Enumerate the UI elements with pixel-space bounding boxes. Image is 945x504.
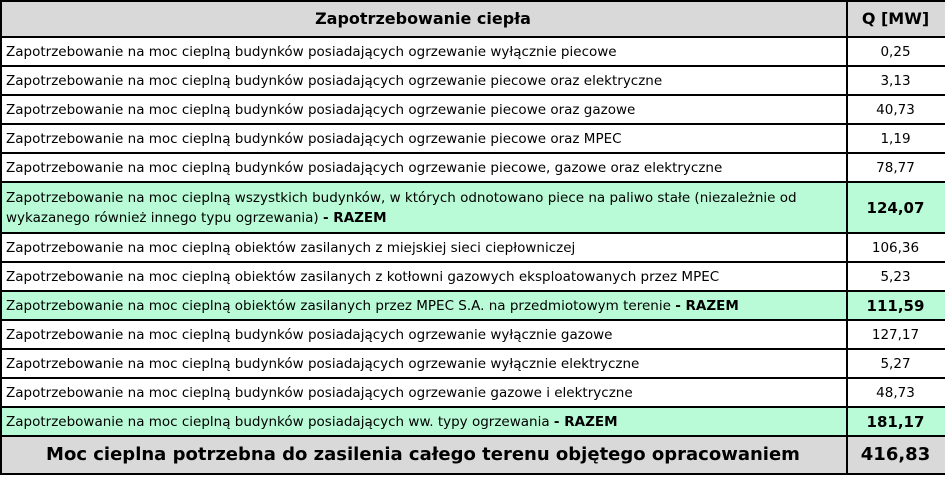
table-row — [1, 153, 945, 182]
table-row — [1, 320, 945, 349]
row-label-text: Zapotrzebowanie na moc cieplną wszystkich budynków, w których odnotowano piece na paliwo stałe (niezależnie od wykazanego również innego typu ogrzewania) — [6, 189, 797, 226]
row-label-text: Zapotrzebowanie na moc cieplną budynków posiadających ww. typy ogrzewania — [6, 413, 550, 430]
row-label: Zapotrzebowanie na moc cieplną obiektów zasilanych z miejskiej sieci ciepłowniczej — [1, 233, 847, 262]
row-value: 78,77 — [847, 153, 945, 182]
row-label: Zapotrzebowanie na moc cieplną budynków posiadających ogrzewanie piecowe, gazowe oraz elektryczne — [1, 153, 847, 182]
row-value: 1,19 — [847, 124, 945, 153]
row-label: Zapotrzebowanie na moc cieplną budynków posiadających ogrzewanie wyłącznie gazowe — [1, 320, 847, 349]
total-value: 416,83 — [847, 436, 945, 474]
subtotal-label — [1, 182, 847, 233]
row-value: 5,27 — [847, 349, 945, 378]
subtotal-row — [1, 291, 945, 320]
header-unit: Q [MW] — [847, 1, 945, 37]
subtotal-label — [1, 291, 847, 320]
row-value: 106,36 — [847, 233, 945, 262]
razem-label: - RAZEM — [323, 209, 387, 226]
table-header-row — [1, 1, 945, 37]
row-label: Zapotrzebowanie na moc cieplną budynków posiadających ogrzewanie gazowe i elektryczne — [1, 378, 847, 407]
table-row — [1, 233, 945, 262]
subtotal-row — [1, 407, 945, 436]
total-label: Moc cieplna potrzebna do zasilenia całego terenu objętego opracowaniem — [1, 436, 847, 474]
header-title: Zapotrzebowanie ciepła — [1, 1, 847, 37]
row-label: Zapotrzebowanie na moc cieplną budynków posiadających ogrzewanie piecowe oraz gazowe — [1, 95, 847, 124]
subtotal-value: 111,59 — [847, 291, 945, 320]
subtotal-label — [1, 407, 847, 436]
row-label-text: Zapotrzebowanie na moc cieplną obiektów zasilanych przez MPEC S.A. na przedmiotowym terenie — [6, 297, 671, 314]
row-value: 3,13 — [847, 66, 945, 95]
row-value: 127,17 — [847, 320, 945, 349]
row-label: Zapotrzebowanie na moc cieplną budynków posiadających ogrzewanie piecowe oraz MPEC — [1, 124, 847, 153]
subtotal-row — [1, 182, 945, 233]
row-value: 0,25 — [847, 37, 945, 66]
row-label: Zapotrzebowanie na moc cieplną budynków posiadających ogrzewanie piecowe oraz elektryczne — [1, 66, 847, 95]
row-value: 5,23 — [847, 262, 945, 291]
row-label: Zapotrzebowanie na moc cieplną budynków posiadających ogrzewanie wyłącznie elektryczne — [1, 349, 847, 378]
table-row — [1, 66, 945, 95]
table-row — [1, 124, 945, 153]
row-value: 40,73 — [847, 95, 945, 124]
row-label: Zapotrzebowanie na moc cieplną obiektów zasilanych z kotłowni gazowych eksploatowanych przez MPEC — [1, 262, 847, 291]
row-label: Zapotrzebowanie na moc cieplną budynków posiadających ogrzewanie wyłącznie piecowe — [1, 37, 847, 66]
table-row — [1, 349, 945, 378]
table-row — [1, 37, 945, 66]
table-row — [1, 95, 945, 124]
razem-label: - RAZEM — [675, 297, 739, 314]
razem-label: - RAZEM — [553, 413, 618, 430]
table-row — [1, 262, 945, 291]
row-value: 48,73 — [847, 378, 945, 407]
subtotal-value: 181,17 — [847, 407, 945, 436]
table-row — [1, 378, 945, 407]
total-row — [1, 436, 945, 474]
subtotal-value: 124,07 — [847, 182, 945, 233]
